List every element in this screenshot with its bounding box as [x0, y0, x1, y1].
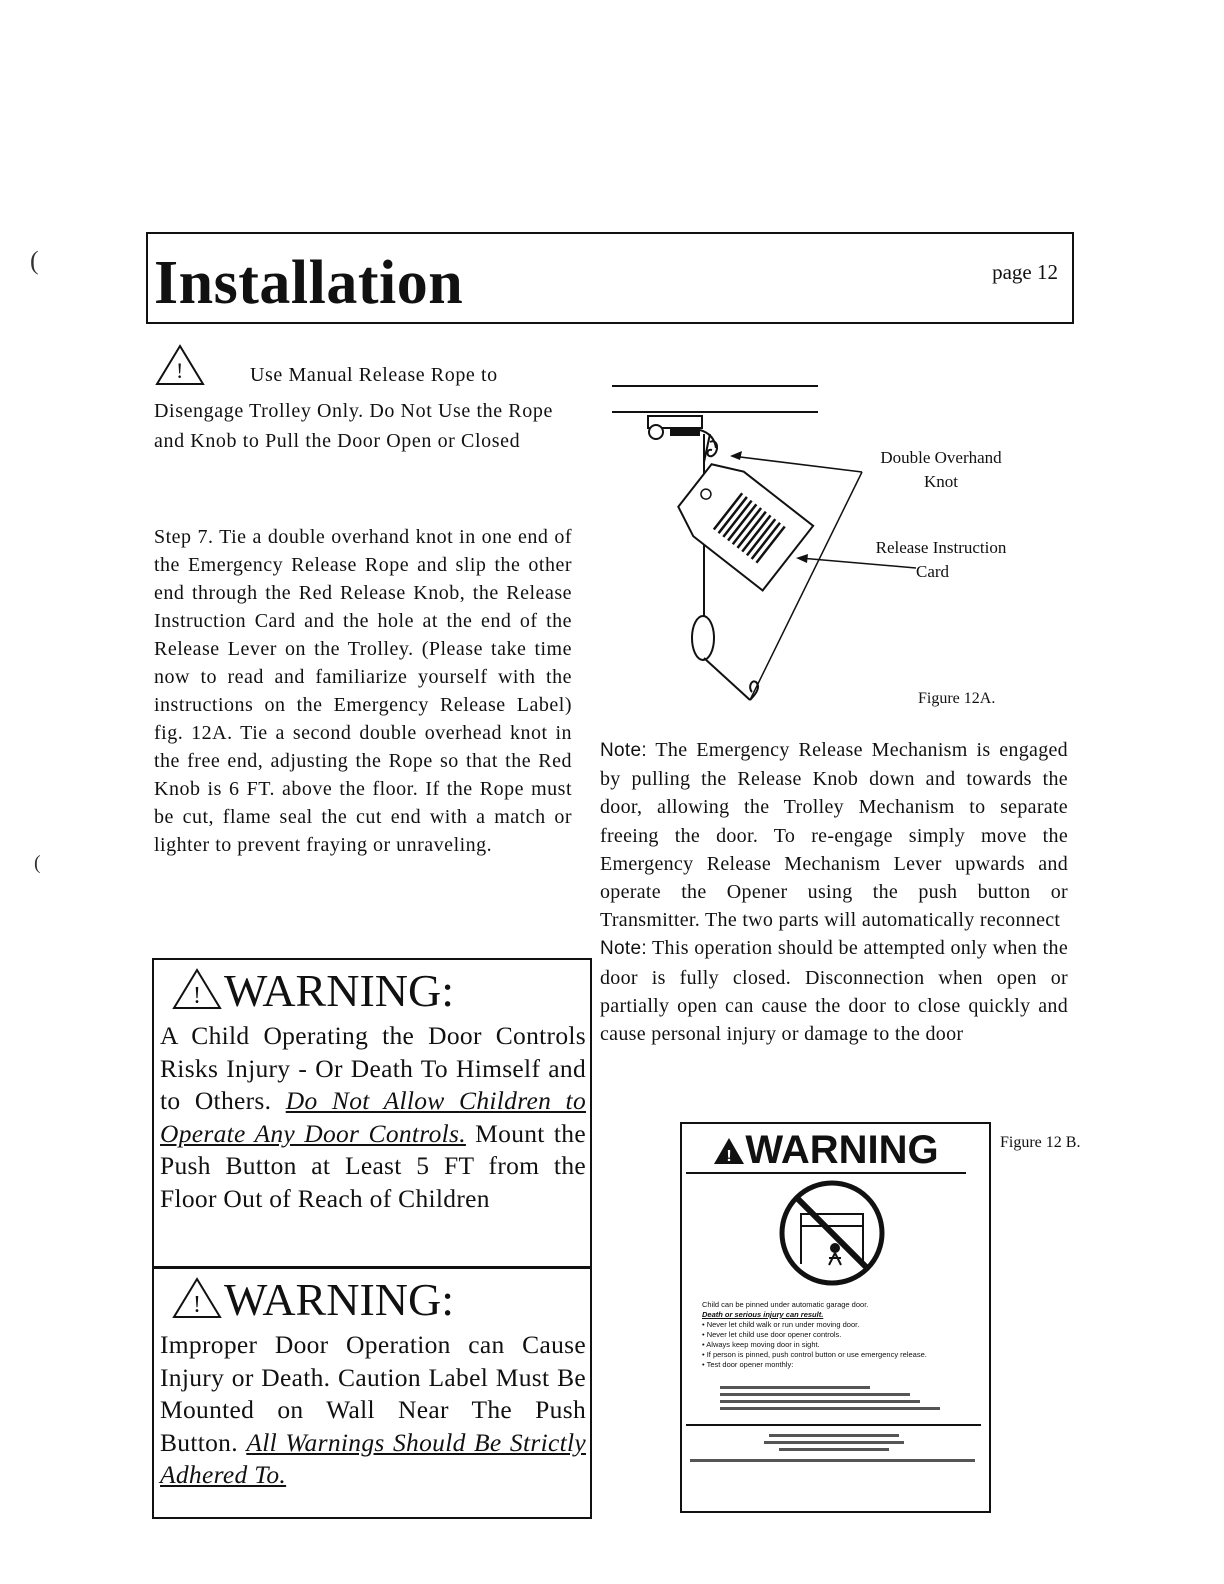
- warning-box-child: [152, 958, 592, 1268]
- step-7-text: Step 7. Tie a double overhand knot in one end of the Emergency Release Rope and slip the other end through the Red Release Knob, the Release Instruction Card and the hole at the end of the Release Lever on the Trolley. (Please take time now to read and familiarize yourself with the instructions on the Emergency Release Label) fig. 12A. Tie a second double overhead knot in the free end, adjusting the Rope so that the Red Knob is 6 FT. above the floor. If the Rope must be cut, flame seal the cut end with a match or lighter to prevent fraying or unraveling.: [154, 526, 572, 856]
- warning-triangle-icon: [172, 1277, 222, 1319]
- warning-body: Improper Door Operation can Cause Injury or Death. Caution Label Must Be Mounted on Wall Near The Push Button. All Warnings Should Be Strictly Adhered To.: [160, 1330, 586, 1489]
- warning-triangle-icon: [713, 1137, 745, 1165]
- page-number: page 12: [992, 260, 1058, 284]
- page-header: [146, 232, 1074, 324]
- label-fine-print: [706, 1382, 964, 1414]
- note-door-closed: Note: This operation should be attempted only when the door is fully closed. Disconnection when open or partially open can cause the door to close quickly and cause personal injury or damage to the door: [600, 937, 1068, 1046]
- page-title: Installation: [154, 249, 464, 317]
- svg-text:!: !: [193, 983, 201, 1009]
- warning-underlined-text: Do Not Allow Children to Operate Any Door Controls.: [160, 1086, 586, 1148]
- warning-underlined-text: All Warnings Should Be Strictly Adhered To.: [160, 1427, 586, 1489]
- margin-mark-top: (: [30, 246, 39, 275]
- warning-triangle-icon: [154, 343, 206, 396]
- figure-12b-warning-label: [680, 1122, 991, 1513]
- label-heading: ! WARNING: [686, 1128, 966, 1174]
- svg-text:!: !: [193, 1292, 201, 1318]
- label-release-instruction-card: Release Instruction Card: [875, 538, 1007, 581]
- warning-heading: ! WARNING:: [172, 966, 590, 1016]
- figure-12a-caption: Figure 12A.: [918, 690, 996, 707]
- figure-12b-caption: Figure 12 B.: [1000, 1134, 1081, 1151]
- svg-text:!: !: [176, 358, 184, 383]
- label-double-overhand-knot: Double Overhand Knot: [880, 448, 1002, 491]
- caution-note: [154, 343, 572, 456]
- warning-heading: ! WARNING:: [172, 1275, 590, 1325]
- label-text: Child can be pinned under automatic garage door. Death or serious injury can result. • Never let child walk or run under moving door. • Never let child use door opener controls. • Always keep moving door in sight. • If person is pinned, push control button or use emergency release. • Test door opener monthly:: [702, 1300, 927, 1369]
- note-emergency-release: Note: The Emergency Release Mechanism is engaged by pulling the Release Knob down and towards the door, allowing the Trolley Mechanism to separate freeing the door. To re-engage simply move the Emergency Release Mechanism Lever upwards and operate the Opener using the push button or Transmitter. The two parts will automatically reconnect: [600, 739, 1068, 932]
- warning-box-operation: [152, 1267, 592, 1519]
- label-footer: [686, 1424, 981, 1462]
- no-child-under-door-icon: [777, 1178, 887, 1288]
- margin-mark-middle: (: [34, 852, 41, 874]
- warning-body: A Child Operating the Door Controls Risks Injury - Or Death To Himself and to Others. Do Not Allow Children to Operate Any Door Controls. Mount the Push Button at Least 5 FT from the Floor Out of Reach of Children: [160, 1021, 586, 1213]
- figure-12a: [600, 372, 1060, 712]
- note-label: Note:: [600, 740, 647, 761]
- svg-text:!: !: [726, 1148, 732, 1165]
- note-label: Note:: [600, 938, 647, 960]
- caution-text: Use Manual Release Rope to Disengage Trolley Only. Do Not Use the Rope and Knob to Pull the Door Open or Closed: [154, 364, 553, 452]
- warning-triangle-icon: [172, 968, 222, 1010]
- notes-section: [600, 736, 1068, 1048]
